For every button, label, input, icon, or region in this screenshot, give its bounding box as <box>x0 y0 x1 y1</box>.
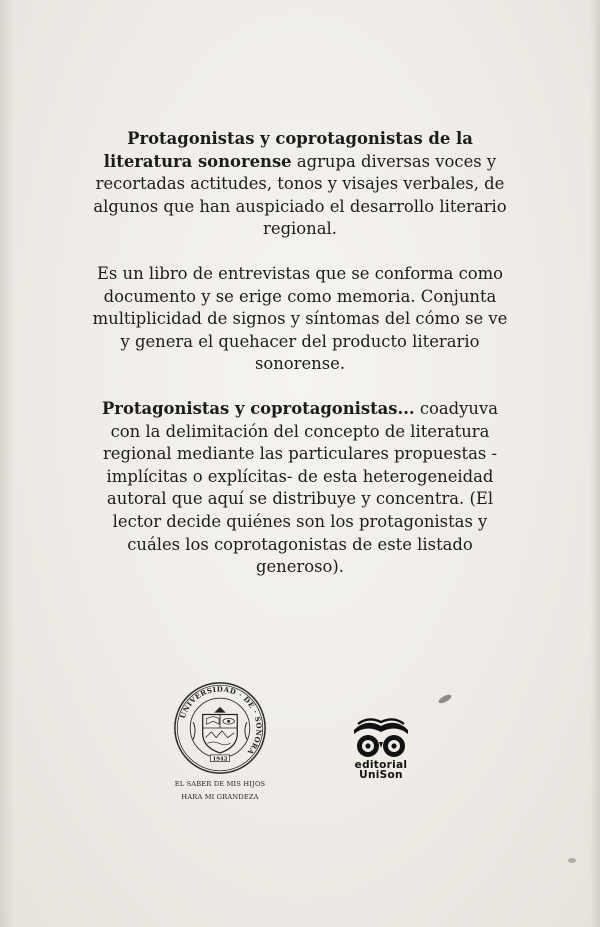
publisher-name: UniSon <box>359 769 403 781</box>
seal-ring-text: UNIVERSIDAD · DE · SONORA <box>178 685 263 757</box>
blurb-title-bold-short: Protagonistas y coprotagonistas... <box>101 398 415 418</box>
university-seal-block <box>158 680 282 802</box>
seal-motto-line-1: EL SABER DE MIS HIJOS <box>174 780 266 788</box>
editorial-unison-logo <box>346 716 416 780</box>
back-cover-blurb <box>92 128 508 601</box>
editorial-label: editorial <box>354 759 408 771</box>
ink-smudge <box>437 693 452 705</box>
ink-smudge-small <box>568 858 576 863</box>
blurb-paragraph-3-text: coadyuva con la delimitación del concepto de literatura regional mediante las particulares propuestas -implícitas o explícitas- de esta heterogeneidad autoral que aquí se distribuye y concentra. (El lector decide quiénes son los protagonistas y cuáles los coprotagonistas de este listado generoso). <box>102 398 499 577</box>
blurb-title-bold: Protagonistas y coprotagonistas de la literatura sonorense <box>103 129 473 171</box>
owl-book-icon <box>350 716 412 760</box>
blurb-paragraph-1 <box>92 128 508 241</box>
university-seal-icon <box>172 680 268 776</box>
blurb-paragraph-3 <box>92 398 508 579</box>
seal-motto-line-2: HARA MI GRANDEZA <box>181 793 259 801</box>
blurb-paragraph-1-text: agrupa diversas voces y recortadas actitudes, tonos y visajes verbales, de algunos que han auspiciado el desarrollo literario regional. <box>93 151 507 239</box>
seal-year: 1942 <box>212 756 228 763</box>
blurb-paragraph-2: Es un libro de entrevistas que se conforma como documento y se erige como memoria. Conjunta multiplicidad de signos y síntomas del cómo se ve y genera el quehacer del producto literario sonorense. <box>92 263 508 374</box>
